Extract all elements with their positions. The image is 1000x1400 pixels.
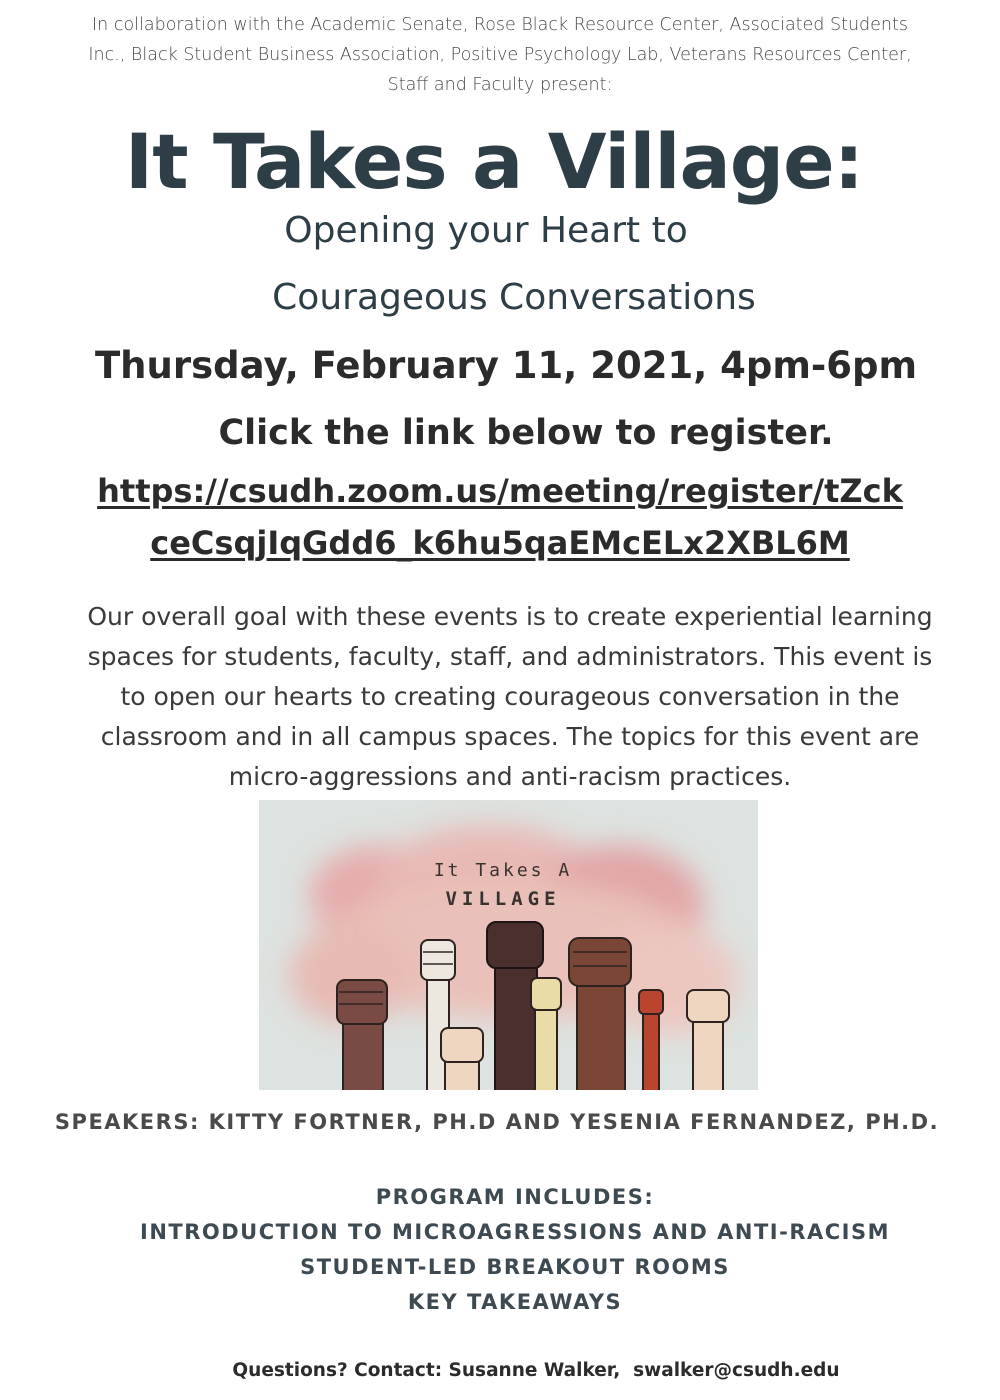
registration-link-line1[interactable]: https://csudh.zoom.us/meeting/register/tZck [97, 472, 903, 510]
contact-line: Questions? Contact: Susanne Walker, swalker@csudh.edu [232, 1360, 840, 1381]
event-description [10, 597, 1000, 797]
event-subtitle-line1: Opening your Heart to [284, 210, 688, 251]
fist-3 [441, 1028, 483, 1090]
poster-text-line1: It Takes A [433, 860, 573, 881]
fist-5 [531, 978, 561, 1090]
event-subtitle-line2: Courageous Conversations [272, 277, 756, 318]
collaboration-line: Staff and Faculty present: [387, 75, 613, 95]
program-item: INTRODUCTION TO MICROAGRESSIONS AND ANTI-RACISM [140, 1220, 890, 1244]
fist-1 [337, 980, 387, 1090]
register-instruction: Click the link below to register. [218, 413, 834, 453]
village-poster-image [259, 800, 758, 1090]
description-line: classroom and in all campus spaces. The topics for this event are [100, 722, 920, 751]
program-item: STUDENT-LED BREAKOUT ROOMS [300, 1255, 730, 1279]
speakers-line: SPEAKERS: KITTY FORTNER, PH.D AND YESENIA FERNANDEZ, PH.D. [54, 1110, 940, 1134]
program-heading: PROGRAM INCLUDES: [375, 1185, 655, 1209]
collaboration-line: In collaboration with the Academic Senate, Rose Black Resource Center, Associated Students [92, 15, 908, 35]
collaboration-line: Inc., Black Student Business Association, Positive Psychology Lab, Veterans Resources Center, [88, 45, 912, 65]
description-line: micro-aggressions and anti-racism practices. [228, 762, 792, 791]
raised-fists-illustration [259, 800, 758, 1090]
description-line: spaces for students, faculty, staff, and administrators. This event is [87, 642, 933, 671]
program-list [15, 1180, 1000, 1320]
fist-7 [639, 990, 663, 1090]
description-line: to open our hearts to creating courageous conversation in the [120, 682, 900, 711]
description-line: Our overall goal with these events is to create experiential learning [87, 602, 933, 631]
registration-link-line2[interactable]: ceCsqjIqGdd6_k6hu5qaEMcELx2XBL6M [150, 524, 850, 562]
event-title: It Takes a Village: [124, 117, 864, 206]
program-item: KEY TAKEAWAYS [407, 1290, 623, 1314]
collaboration-intro [20, 10, 980, 100]
fist-8 [687, 990, 729, 1090]
poster-text-line2: VILLAGE [445, 888, 561, 910]
event-date-time: Thursday, February 11, 2021, 4pm-6pm [94, 344, 918, 387]
fist-6 [569, 938, 631, 1090]
